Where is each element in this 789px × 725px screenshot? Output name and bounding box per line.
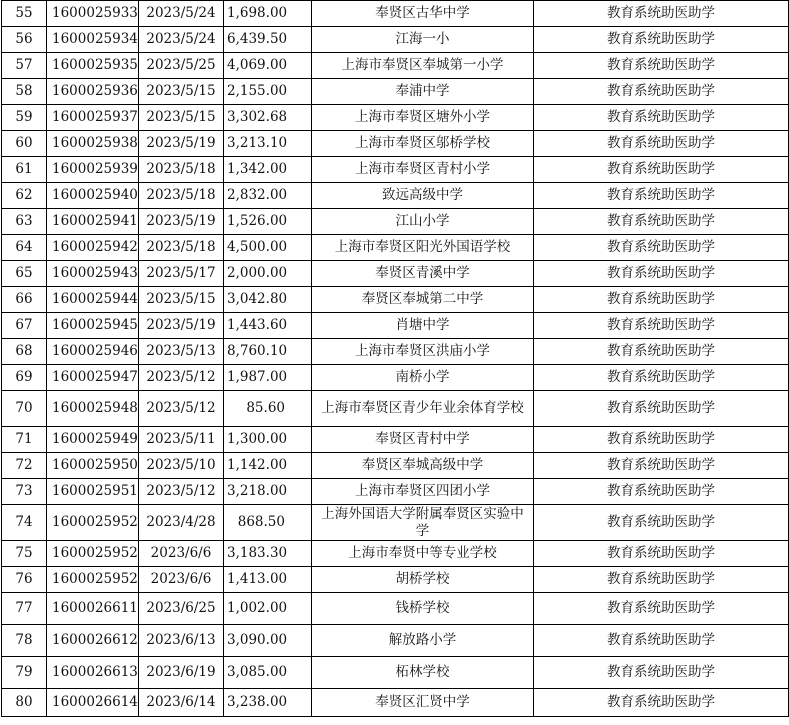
donation-category: 教育系统助医助学 — [534, 391, 789, 427]
donation-date: 2023/6/6 — [139, 567, 224, 593]
donation-amount: 868.50 — [224, 505, 312, 541]
donation-date: 2023/5/15 — [139, 287, 224, 313]
donation-amount: 2,155.00 — [224, 79, 312, 105]
donation-date: 2023/5/11 — [139, 427, 224, 453]
donation-date: 2023/5/19 — [139, 131, 224, 157]
donation-amount: 1,698.00 — [224, 1, 312, 27]
donation-date: 2023/6/19 — [139, 657, 224, 689]
table-row — [2, 235, 789, 261]
row-number: 68 — [2, 339, 47, 365]
row-number: 67 — [2, 313, 47, 339]
row-number: 73 — [2, 479, 47, 505]
voucher-code: 1600025940 — [47, 183, 139, 209]
donor-unit: 奉贤区奉城高级中学 — [312, 453, 534, 479]
donation-amount: 1,443.60 — [224, 313, 312, 339]
row-number: 57 — [2, 53, 47, 79]
donation-category: 教育系统助医助学 — [534, 593, 789, 625]
table-row — [2, 365, 789, 391]
donation-amount: 3,183.30 — [224, 541, 312, 567]
row-number: 74 — [2, 505, 47, 541]
donor-unit: 致远高级中学 — [312, 183, 534, 209]
voucher-code: 1600025938 — [47, 131, 139, 157]
donor-unit: 上海市奉贤区邬桥学校 — [312, 131, 534, 157]
table-row — [2, 657, 789, 689]
donor-unit: 上海市奉贤区青村小学 — [312, 157, 534, 183]
row-number: 66 — [2, 287, 47, 313]
donor-unit: 江海一小 — [312, 27, 534, 53]
donor-unit: 上海市奉贤区奉城第一小学 — [312, 53, 534, 79]
donation-category: 教育系统助医助学 — [534, 453, 789, 479]
donation-amount: 1,142.00 — [224, 453, 312, 479]
donation-date: 2023/5/18 — [139, 235, 224, 261]
donor-unit: 上海外国语大学附属奉贤区实验中学 — [312, 505, 534, 541]
donation-date: 2023/5/18 — [139, 157, 224, 183]
voucher-code: 1600025952 — [47, 505, 139, 541]
row-number: 76 — [2, 567, 47, 593]
voucher-code: 1600025944 — [47, 287, 139, 313]
donor-unit: 上海市奉贤区青少年业余体育学校 — [312, 391, 534, 427]
donation-amount: 8,760.10 — [224, 339, 312, 365]
donation-category: 教育系统助医助学 — [534, 313, 789, 339]
donation-amount: 1,300.00 — [224, 427, 312, 453]
donation-category: 教育系统助医助学 — [534, 235, 789, 261]
donor-unit: 奉贤区汇贤中学 — [312, 689, 534, 717]
table-row — [2, 689, 789, 717]
donor-unit: 南桥小学 — [312, 365, 534, 391]
donation-date: 2023/5/24 — [139, 1, 224, 27]
table-row — [2, 427, 789, 453]
voucher-code: 1600025935 — [47, 53, 139, 79]
donation-date: 2023/5/15 — [139, 79, 224, 105]
donation-date: 2023/5/12 — [139, 391, 224, 427]
donation-amount: 1,413.00 — [224, 567, 312, 593]
donation-category: 教育系统助医助学 — [534, 427, 789, 453]
table-row — [2, 209, 789, 235]
row-number: 55 — [2, 1, 47, 27]
row-number: 56 — [2, 27, 47, 53]
donor-unit: 解放路小学 — [312, 625, 534, 657]
voucher-code: 1600026613 — [47, 657, 139, 689]
donation-category: 教育系统助医助学 — [534, 339, 789, 365]
donation-amount: 1,342.00 — [224, 157, 312, 183]
voucher-code: 1600025933 — [47, 1, 139, 27]
voucher-code: 1600025948 — [47, 391, 139, 427]
donation-date: 2023/5/17 — [139, 261, 224, 287]
table-row — [2, 79, 789, 105]
donation-date: 2023/5/15 — [139, 105, 224, 131]
row-number: 80 — [2, 689, 47, 717]
row-number: 60 — [2, 131, 47, 157]
donation-category: 教育系统助医助学 — [534, 505, 789, 541]
table-row — [2, 157, 789, 183]
table-row — [2, 261, 789, 287]
donation-category: 教育系统助医助学 — [534, 567, 789, 593]
donor-unit: 奉浦中学 — [312, 79, 534, 105]
donor-unit: 奉贤区青村中学 — [312, 427, 534, 453]
donation-date: 2023/5/13 — [139, 339, 224, 365]
voucher-code: 1600025942 — [47, 235, 139, 261]
voucher-code: 1600026612 — [47, 625, 139, 657]
donation-date: 2023/5/10 — [139, 453, 224, 479]
donation-category: 教育系统助医助学 — [534, 287, 789, 313]
row-number: 77 — [2, 593, 47, 625]
table-row — [2, 479, 789, 505]
donation-amount: 1,987.00 — [224, 365, 312, 391]
table-row — [2, 53, 789, 79]
donor-unit: 上海市奉贤区塘外小学 — [312, 105, 534, 131]
donation-category: 教育系统助医助学 — [534, 53, 789, 79]
voucher-code: 1600025951 — [47, 479, 139, 505]
donation-date: 2023/6/25 — [139, 593, 224, 625]
donation-category: 教育系统助医助学 — [534, 27, 789, 53]
donation-category: 教育系统助医助学 — [534, 261, 789, 287]
donation-category: 教育系统助医助学 — [534, 365, 789, 391]
row-number: 58 — [2, 79, 47, 105]
donation-amount: 1,002.00 — [224, 593, 312, 625]
donor-unit: 上海市奉贤中等专业学校 — [312, 541, 534, 567]
voucher-code: 1600025941 — [47, 209, 139, 235]
table-row — [2, 625, 789, 657]
table-row — [2, 453, 789, 479]
donation-date: 2023/5/12 — [139, 479, 224, 505]
voucher-code: 1600025939 — [47, 157, 139, 183]
donation-category: 教育系统助医助学 — [534, 541, 789, 567]
donor-unit: 钱桥学校 — [312, 593, 534, 625]
table-row — [2, 183, 789, 209]
table-row — [2, 567, 789, 593]
table-row — [2, 27, 789, 53]
donor-unit: 奉贤区古华中学 — [312, 1, 534, 27]
donation-date: 2023/4/28 — [139, 505, 224, 541]
donor-unit: 肖塘中学 — [312, 313, 534, 339]
donation-amount: 3,085.00 — [224, 657, 312, 689]
donation-category: 教育系统助医助学 — [534, 209, 789, 235]
donation-amount: 3,213.10 — [224, 131, 312, 157]
donation-amount: 85.60 — [224, 391, 312, 427]
donor-unit: 上海市奉贤区阳光外国语学校 — [312, 235, 534, 261]
donation-amount: 3,090.00 — [224, 625, 312, 657]
table-row — [2, 541, 789, 567]
donation-amount: 3,302.68 — [224, 105, 312, 131]
donation-amount: 1,526.00 — [224, 209, 312, 235]
donation-date: 2023/5/25 — [139, 53, 224, 79]
row-number: 63 — [2, 209, 47, 235]
donor-unit: 柘林学校 — [312, 657, 534, 689]
table-row — [2, 593, 789, 625]
row-number: 59 — [2, 105, 47, 131]
donation-date: 2023/5/24 — [139, 27, 224, 53]
donor-unit: 上海市奉贤区洪庙小学 — [312, 339, 534, 365]
donation-amount: 2,000.00 — [224, 261, 312, 287]
donation-category: 教育系统助医助学 — [534, 689, 789, 717]
donation-amount: 3,238.00 — [224, 689, 312, 717]
donor-unit: 奉贤区奉城第二中学 — [312, 287, 534, 313]
donation-category: 教育系统助医助学 — [534, 183, 789, 209]
row-number: 72 — [2, 453, 47, 479]
donation-category: 教育系统助医助学 — [534, 1, 789, 27]
donor-unit: 胡桥学校 — [312, 567, 534, 593]
donation-date: 2023/6/6 — [139, 541, 224, 567]
donation-category: 教育系统助医助学 — [534, 479, 789, 505]
donation-table-body — [2, 1, 789, 717]
donation-date: 2023/5/18 — [139, 183, 224, 209]
voucher-code: 1600025952 — [47, 541, 139, 567]
voucher-code: 1600025943 — [47, 261, 139, 287]
table-row — [2, 313, 789, 339]
voucher-code: 1600025936 — [47, 79, 139, 105]
row-number: 69 — [2, 365, 47, 391]
donation-category: 教育系统助医助学 — [534, 157, 789, 183]
donation-date: 2023/6/13 — [139, 625, 224, 657]
row-number: 65 — [2, 261, 47, 287]
table-row — [2, 131, 789, 157]
donation-category: 教育系统助医助学 — [534, 105, 789, 131]
voucher-code: 1600026611 — [47, 593, 139, 625]
voucher-code: 1600025949 — [47, 427, 139, 453]
voucher-code: 1600025934 — [47, 27, 139, 53]
donor-unit: 奉贤区青溪中学 — [312, 261, 534, 287]
donation-date: 2023/5/12 — [139, 365, 224, 391]
donation-date: 2023/5/19 — [139, 209, 224, 235]
table-row — [2, 287, 789, 313]
table-row — [2, 505, 789, 541]
donation-date: 2023/6/14 — [139, 689, 224, 717]
table-row — [2, 339, 789, 365]
donation-category: 教育系统助医助学 — [534, 79, 789, 105]
donation-category: 教育系统助医助学 — [534, 625, 789, 657]
donation-amount: 2,832.00 — [224, 183, 312, 209]
row-number: 71 — [2, 427, 47, 453]
donation-amount: 4,500.00 — [224, 235, 312, 261]
voucher-code: 1600025946 — [47, 339, 139, 365]
donor-unit: 江山小学 — [312, 209, 534, 235]
donation-amount: 3,218.00 — [224, 479, 312, 505]
row-number: 70 — [2, 391, 47, 427]
row-number: 61 — [2, 157, 47, 183]
donation-category: 教育系统助医助学 — [534, 131, 789, 157]
voucher-code: 1600025945 — [47, 313, 139, 339]
row-number: 64 — [2, 235, 47, 261]
row-number: 62 — [2, 183, 47, 209]
row-number: 79 — [2, 657, 47, 689]
voucher-code: 1600025950 — [47, 453, 139, 479]
voucher-code: 1600025947 — [47, 365, 139, 391]
donation-category: 教育系统助医助学 — [534, 657, 789, 689]
voucher-code: 1600026614 — [47, 689, 139, 717]
table-row — [2, 391, 789, 427]
donor-unit: 上海市奉贤区四团小学 — [312, 479, 534, 505]
voucher-code: 1600025937 — [47, 105, 139, 131]
donation-date: 2023/5/19 — [139, 313, 224, 339]
table-row — [2, 105, 789, 131]
table-row — [2, 1, 789, 27]
row-number: 75 — [2, 541, 47, 567]
donation-amount: 6,439.50 — [224, 27, 312, 53]
donation-amount: 3,042.80 — [224, 287, 312, 313]
row-number: 78 — [2, 625, 47, 657]
voucher-code: 1600025952 — [47, 567, 139, 593]
donation-amount: 4,069.00 — [224, 53, 312, 79]
donation-table — [1, 0, 789, 717]
